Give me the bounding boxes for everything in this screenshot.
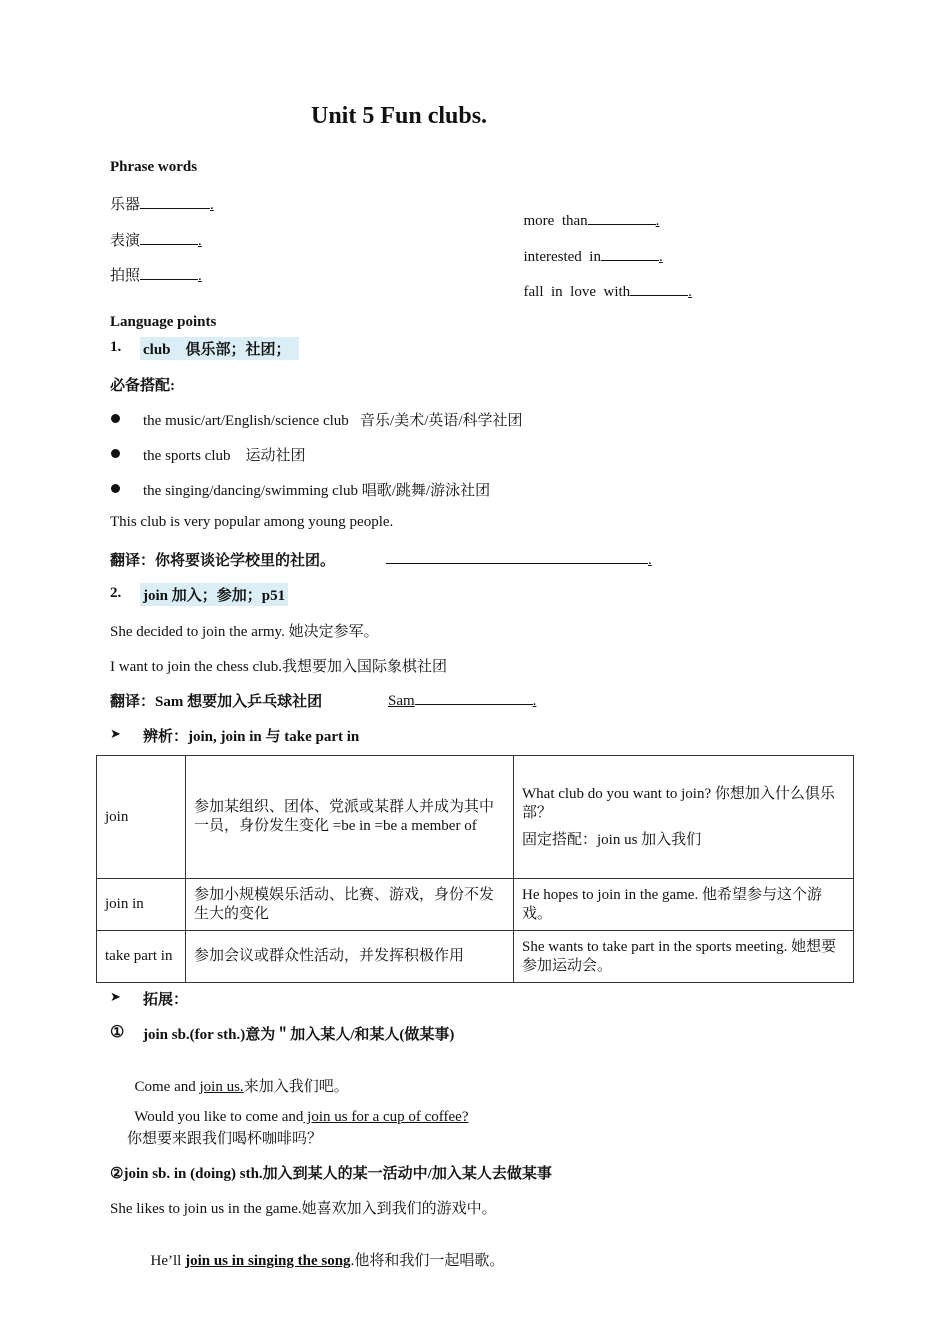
answer-blank[interactable]: [386, 549, 648, 564]
example-part: Come and: [134, 1079, 200, 1095]
example-text: What club do you want to join? 你想加入什么俱乐部？: [522, 785, 835, 821]
table-cell-term: join: [97, 756, 186, 879]
phrase-label: 表演: [110, 233, 141, 249]
phrase-item: [110, 264, 202, 285]
blank-period: .: [532, 693, 537, 709]
item-1-number: ①: [110, 1024, 125, 1041]
blank-period: .: [210, 197, 214, 213]
phrase-label: 拍照: [110, 268, 141, 284]
phrase-item: [516, 229, 663, 266]
analysis-heading: 辨析：join, join in 与 take part in: [143, 729, 360, 745]
extension-item-1-title: join sb.(for sth.)意为＂加入某人/和某人(做某事): [143, 1027, 455, 1043]
answer-blank[interactable]: [140, 265, 198, 280]
language-points-heading: Language points: [110, 314, 217, 330]
example-part: He’ll: [150, 1253, 186, 1269]
extension-heading: 拓展：: [143, 992, 189, 1008]
bullet-dot-icon: [111, 449, 120, 458]
translation-prompt: 翻译：Sam 想要加入乒乓球社团: [110, 694, 323, 710]
phrase-words-heading: Phrase words: [110, 159, 198, 175]
example-sentence: [127, 1092, 469, 1126]
collocation-heading: 必备搭配:: [110, 378, 175, 394]
example-extra: 固定搭配：join us 加入我们: [522, 831, 702, 848]
example-sentence: [143, 1232, 504, 1270]
answer-blank[interactable]: [140, 230, 198, 245]
example-underlined: join us.: [199, 1079, 244, 1095]
blank-period: .: [688, 284, 692, 300]
phrase-label: 乐器: [110, 197, 141, 213]
blank-period: .: [655, 213, 660, 229]
translation-answer: [388, 690, 536, 710]
table-cell-term: take part in: [97, 931, 186, 983]
table-row: [97, 879, 854, 931]
table-cell-meaning: 参加某组织、团体、党派或某群人并成为其中一员，身份发生变化 =be in =be a member of: [186, 756, 514, 879]
phrase-item: [516, 264, 692, 301]
example-sentence: She likes to join us in the game.她喜欢加入到我们的游戏中。: [110, 1201, 497, 1217]
phrase-item: [110, 229, 202, 250]
page-title: Unit 5 Fun clubs.: [311, 103, 488, 129]
translation-answer: [386, 549, 652, 569]
table-cell-example: [514, 756, 854, 879]
example-underlined: join us in singing the song: [185, 1253, 351, 1269]
table-row: [97, 756, 854, 879]
example-sentence: She decided to join the army. 她决定参军。: [110, 624, 379, 640]
collocation-item: the singing/dancing/swimming club 唱歌/跳舞/游泳社团: [143, 483, 491, 499]
collocation-item: the music/art/English/science club 音乐/美术/英语/科学社团: [143, 413, 523, 429]
answer-blank[interactable]: [140, 194, 210, 209]
table-cell-example: He hopes to join in the game. 他希望参与这个游戏。: [514, 879, 854, 931]
table-cell-example: She wants to take part in the sports meeting. 她想要参加运动会。: [514, 931, 854, 983]
arrow-right-icon: ➤: [110, 989, 121, 1004]
arrow-right-icon: ➤: [110, 726, 121, 741]
example-part: Would you like to come and: [134, 1109, 304, 1125]
blank-period: .: [198, 233, 202, 249]
example-underlined: join us for a cup of coffee?: [303, 1109, 469, 1125]
table-cell-term: join in: [97, 879, 186, 931]
blank-period: .: [658, 249, 663, 265]
table-cell-meaning: 参加小规模娱乐活动、比赛、游戏，身份不发生大的变化: [186, 879, 514, 931]
phrase-label: fall in love with: [523, 284, 631, 300]
bullet-dot-icon: [111, 484, 120, 493]
example-sentence: [127, 1058, 349, 1096]
comparison-table: [96, 755, 854, 983]
example-part: .他将和我们一起唱歌。: [350, 1253, 505, 1269]
answer-blank[interactable]: [588, 210, 656, 225]
translation-prompt: 翻译：你将要谈论学校里的社团。: [110, 553, 336, 569]
answer-blank[interactable]: [601, 246, 659, 261]
phrase-item: [516, 193, 659, 230]
table-cell-meaning: 参加会议或群众性活动，并发挥积极作用: [186, 931, 514, 983]
extension-item-2-title: ②join sb. in (doing) sth.加入到某人的某一活动中/加入某人去做某事: [110, 1166, 552, 1182]
phrase-label: interested in: [523, 249, 601, 265]
point-1-number: 1.: [110, 339, 122, 355]
table-row: [97, 931, 854, 983]
collocation-item: the sports club 运动社团: [143, 448, 306, 464]
example-sentence: I want to join the chess club.我想要加入国际象棋社团: [110, 659, 448, 675]
point-2-title: join 加入；参加；p51: [140, 583, 288, 606]
phrase-item: [110, 193, 214, 214]
blank-period: .: [648, 552, 652, 568]
answer-start: Sam: [388, 693, 415, 709]
point-2-number: 2.: [110, 585, 122, 601]
blank-period: .: [198, 268, 202, 284]
point-1-title: club 俱乐部；社团；: [140, 337, 299, 360]
answer-blank[interactable]: [415, 690, 533, 705]
answer-blank[interactable]: [630, 281, 688, 296]
example-sentence: This club is very popular among young people.: [110, 514, 394, 530]
example-part: 来加入我们吧。: [243, 1079, 349, 1095]
phrase-label: more than: [523, 213, 588, 229]
bullet-dot-icon: [111, 414, 120, 423]
example-translation: 你想要来跟我们喝杯咖啡吗？: [127, 1131, 323, 1147]
